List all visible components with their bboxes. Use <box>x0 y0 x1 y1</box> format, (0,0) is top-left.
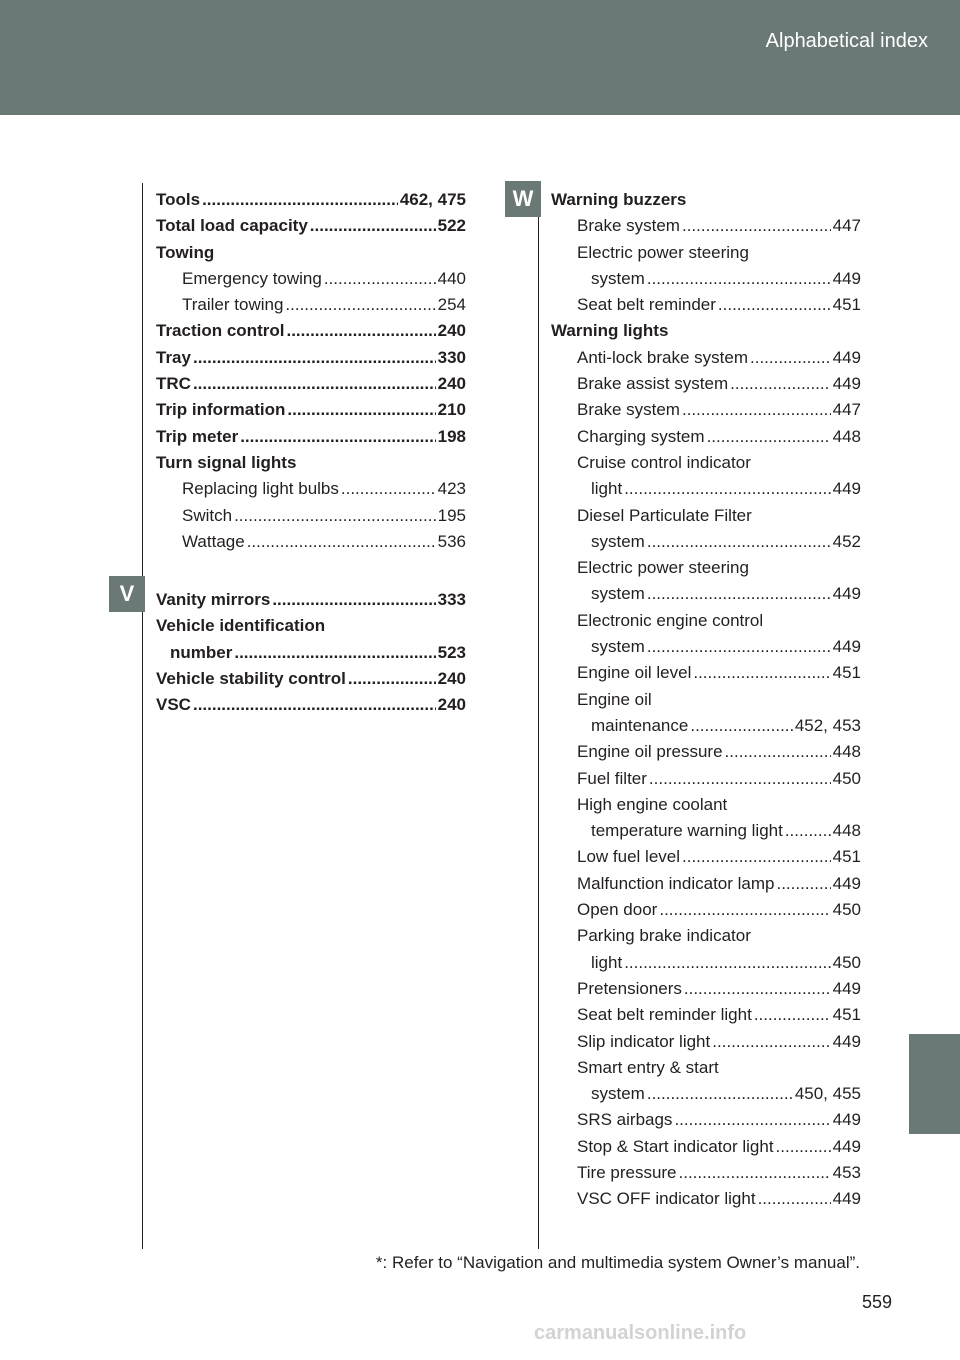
index-entry <box>156 213 466 239</box>
index-entry <box>551 581 861 607</box>
entry-page-ref: 449 <box>832 584 861 604</box>
index-entry <box>156 240 466 266</box>
index-entry <box>551 1160 861 1186</box>
dot-leader <box>202 187 398 213</box>
watermark: carmanualsonline.info <box>534 1322 747 1344</box>
index-entry <box>551 318 861 344</box>
entry-term: VSC OFF indicator light <box>577 1189 756 1209</box>
entry-page-ref: 451 <box>832 847 861 867</box>
index-column-left <box>156 187 466 555</box>
dot-leader <box>193 371 436 397</box>
dot-leader <box>674 1107 830 1133</box>
entry-page-ref: 240 <box>437 374 466 394</box>
entry-page-ref: 452, 453 <box>794 715 861 735</box>
entry-page-ref: 449 <box>832 1031 861 1051</box>
index-entry <box>551 1107 861 1133</box>
entry-term: Wattage <box>182 531 245 551</box>
entry-term: Slip indicator light <box>577 1031 711 1051</box>
index-entry <box>551 687 861 713</box>
entry-page-ref: 449 <box>832 1136 861 1156</box>
dot-leader <box>776 1134 831 1160</box>
entry-page-ref: 451 <box>832 1005 861 1025</box>
index-entry <box>156 318 466 344</box>
entry-term: light <box>591 952 623 972</box>
entry-term: TRC <box>156 374 191 394</box>
entry-page-ref: 451 <box>832 663 861 683</box>
entry-term: Vanity mirrors <box>156 590 271 609</box>
dot-leader <box>624 950 830 976</box>
index-entry <box>551 476 861 502</box>
index-entry <box>551 345 861 371</box>
section-title: Alphabetical index <box>765 30 928 52</box>
entry-term: Tray <box>156 347 191 367</box>
entry-page-ref: 210 <box>437 400 466 420</box>
entry-page-ref: 449 <box>832 479 861 499</box>
dot-leader <box>647 1081 793 1107</box>
dot-leader <box>682 844 831 870</box>
entry-term: Replacing light bulbs <box>182 479 339 499</box>
index-entry <box>156 266 466 292</box>
index-entry <box>551 292 861 318</box>
index-entry <box>156 292 466 318</box>
entry-page-ref: 536 <box>437 531 466 551</box>
dot-leader <box>684 976 831 1002</box>
entry-page-ref: 523 <box>437 642 466 662</box>
dot-leader <box>725 739 831 765</box>
index-entry <box>551 555 861 581</box>
entry-term: High engine coolant <box>577 794 728 814</box>
footnote: *: Refer to “Navigation and multimedia system Owner’s manual”. <box>375 1253 860 1272</box>
entry-term: Engine oil <box>577 689 652 709</box>
entry-page-ref: 522 <box>437 216 466 236</box>
letter-badge-v: V <box>109 576 145 612</box>
entry-term: Engine oil pressure <box>577 742 723 762</box>
index-entry <box>551 240 861 266</box>
dot-leader <box>690 713 792 739</box>
dot-leader <box>693 660 830 686</box>
dot-leader <box>647 266 831 292</box>
entry-term: Tire pressure <box>577 1162 677 1182</box>
entry-term: Seat belt reminder <box>577 295 716 315</box>
index-entry <box>156 450 466 476</box>
entry-page-ref: 453 <box>832 1162 861 1182</box>
index-entry <box>156 476 466 502</box>
entry-term: Electronic engine control <box>577 610 764 630</box>
page-number: 559 <box>861 1292 892 1312</box>
entry-term: Smart entry & start <box>577 1057 719 1077</box>
entry-page-ref: 240 <box>437 321 466 341</box>
dot-leader <box>240 424 435 450</box>
entry-term: Switch <box>182 505 233 525</box>
dot-leader <box>348 666 436 692</box>
index-entry <box>156 424 466 450</box>
dot-leader <box>193 692 436 718</box>
index-entry <box>551 950 861 976</box>
index-entry <box>156 187 466 213</box>
index-entry <box>551 976 861 1002</box>
dot-leader <box>647 634 831 660</box>
entry-term: Trip meter <box>156 426 239 446</box>
entry-term: Tools <box>156 190 201 209</box>
index-entry <box>551 266 861 292</box>
entry-page-ref: 450 <box>832 900 861 920</box>
entry-term: number <box>170 642 233 662</box>
column-divider-right <box>538 183 539 1249</box>
index-entry <box>551 187 861 213</box>
dot-leader <box>712 1029 830 1055</box>
entry-term: Vehicle stability control <box>156 668 346 688</box>
index-entry <box>551 923 861 949</box>
entry-term: Total load capacity <box>156 216 308 236</box>
entry-term: Brake system <box>577 216 680 236</box>
entry-page-ref: 451 <box>832 295 861 315</box>
entry-term: Electric power steering <box>577 242 749 262</box>
entry-page-ref: 254 <box>437 295 466 315</box>
index-entry <box>551 792 861 818</box>
column-divider-left <box>142 183 143 1249</box>
index-entry <box>156 345 466 371</box>
dot-leader <box>649 766 831 792</box>
index-entry <box>551 871 861 897</box>
index-column-right <box>551 187 861 1213</box>
index-entry <box>551 424 861 450</box>
entry-term: Brake system <box>577 400 680 420</box>
entry-page-ref: 449 <box>832 978 861 998</box>
index-entry <box>551 529 861 555</box>
dot-leader <box>647 529 831 555</box>
entry-term: Seat belt reminder light <box>577 1005 752 1025</box>
entry-page-ref: 440 <box>437 268 466 288</box>
entry-page-ref: 462, 475 <box>399 190 466 209</box>
dot-leader <box>647 581 831 607</box>
index-entry <box>551 660 861 686</box>
entry-term: Brake assist system <box>577 374 729 394</box>
entry-page-ref: 449 <box>832 637 861 657</box>
entry-page-ref: 450, 455 <box>794 1084 861 1104</box>
entry-term: Low fuel level <box>577 847 681 867</box>
entry-page-ref: 449 <box>832 347 861 367</box>
index-entry <box>551 1081 861 1107</box>
index-entry <box>551 844 861 870</box>
index-entry <box>551 397 861 423</box>
dot-leader <box>193 345 436 371</box>
entry-term: Electric power steering <box>577 558 749 578</box>
entry-page-ref: 450 <box>832 952 861 972</box>
entry-page-ref: 449 <box>832 374 861 394</box>
dot-leader <box>707 424 831 450</box>
entry-term: system <box>591 637 645 657</box>
index-entry <box>156 397 466 423</box>
entry-page-ref: 448 <box>832 742 861 762</box>
entry-term: system <box>591 531 645 551</box>
entry-page-ref: 452 <box>832 531 861 551</box>
entry-page-ref: 240 <box>437 668 466 688</box>
entry-term: Diesel Particulate Filter <box>577 505 752 525</box>
index-entry <box>551 1186 861 1212</box>
dot-leader <box>682 397 831 423</box>
entry-term: maintenance <box>591 715 689 735</box>
index-entry <box>551 1002 861 1028</box>
entry-term: Emergency towing <box>182 268 322 288</box>
index-entry <box>551 818 861 844</box>
index-entry <box>156 640 466 666</box>
entry-term: Charging system <box>577 426 705 446</box>
entry-page-ref: 423 <box>437 479 466 499</box>
index-entry <box>551 503 861 529</box>
dot-leader <box>718 292 831 318</box>
entry-page-ref: 450 <box>832 768 861 788</box>
letter-badge-w: W <box>505 181 541 217</box>
index-entry <box>551 897 861 923</box>
index-entry <box>551 213 861 239</box>
index-entry <box>156 692 466 718</box>
dot-leader <box>341 476 436 502</box>
entry-term: system <box>591 268 645 288</box>
entry-page-ref: 449 <box>832 873 861 893</box>
dot-leader <box>624 476 830 502</box>
index-entry <box>551 634 861 660</box>
entry-term: system <box>591 584 645 604</box>
dot-leader <box>785 818 831 844</box>
index-entry <box>156 529 466 555</box>
dot-leader <box>659 897 830 923</box>
index-entry <box>156 371 466 397</box>
dot-leader <box>750 345 831 371</box>
side-thumb-tab <box>909 1034 960 1134</box>
index-entry <box>156 503 466 529</box>
dot-leader <box>286 318 435 344</box>
index-entry <box>156 666 466 692</box>
entry-page-ref: 448 <box>832 821 861 841</box>
entry-page-ref: 447 <box>832 216 861 236</box>
entry-term: Malfunction indicator lamp <box>577 873 775 893</box>
index-entry <box>551 1055 861 1081</box>
entry-page-ref: 449 <box>832 268 861 288</box>
entry-term: Vehicle identification <box>156 616 326 636</box>
index-entry <box>551 766 861 792</box>
entry-term: Warning lights <box>551 321 669 341</box>
dot-leader <box>234 503 436 529</box>
entry-term: Traction control <box>156 321 285 341</box>
entry-term: Towing <box>156 242 215 262</box>
entry-page-ref: 240 <box>437 695 466 715</box>
index-column-v <box>156 587 466 718</box>
entry-term: Warning buzzers <box>551 190 687 209</box>
dot-leader <box>682 213 831 239</box>
entry-term: temperature warning light <box>591 821 783 841</box>
dot-leader <box>272 587 435 613</box>
dot-leader <box>679 1160 831 1186</box>
entry-term: Cruise control indicator <box>577 452 751 472</box>
dot-leader <box>247 529 436 555</box>
entry-term: system <box>591 1084 645 1104</box>
dot-leader <box>754 1002 831 1028</box>
entry-term: light <box>591 479 623 499</box>
entry-term: VSC <box>156 695 191 715</box>
entry-term: Pretensioners <box>577 978 682 998</box>
index-entry <box>551 1134 861 1160</box>
index-entry <box>551 608 861 634</box>
header-bar <box>0 0 960 115</box>
entry-page-ref: 330 <box>437 347 466 367</box>
entry-term: Parking brake indicator <box>577 926 751 946</box>
dot-leader <box>287 397 435 423</box>
dot-leader <box>310 213 436 239</box>
index-entry <box>156 587 466 613</box>
index-entry <box>156 613 466 639</box>
entry-page-ref: 449 <box>832 1189 861 1209</box>
dot-leader <box>234 640 435 666</box>
entry-page-ref: 447 <box>832 400 861 420</box>
entry-page-ref: 195 <box>437 505 466 525</box>
entry-page-ref: 198 <box>437 426 466 446</box>
index-entry <box>551 450 861 476</box>
dot-leader <box>285 292 435 318</box>
entry-term: Trip information <box>156 400 286 420</box>
index-entry <box>551 1029 861 1055</box>
dot-leader <box>776 871 830 897</box>
entry-term: Anti-lock brake system <box>577 347 748 367</box>
dot-leader <box>324 266 436 292</box>
entry-page-ref: 333 <box>437 590 466 609</box>
dot-leader <box>730 371 830 397</box>
entry-page-ref: 448 <box>832 426 861 446</box>
entry-term: Stop & Start indicator light <box>577 1136 774 1156</box>
entry-term: Turn signal lights <box>156 452 297 472</box>
dot-leader <box>758 1186 831 1212</box>
entry-term: Open door <box>577 900 658 920</box>
entry-term: Fuel filter <box>577 768 647 788</box>
entry-term: SRS airbags <box>577 1110 673 1130</box>
entry-term: Trailer towing <box>182 295 284 315</box>
index-entry <box>551 739 861 765</box>
index-entry <box>551 371 861 397</box>
entry-page-ref: 449 <box>832 1110 861 1130</box>
entry-term: Engine oil level <box>577 663 692 683</box>
index-entry <box>551 713 861 739</box>
